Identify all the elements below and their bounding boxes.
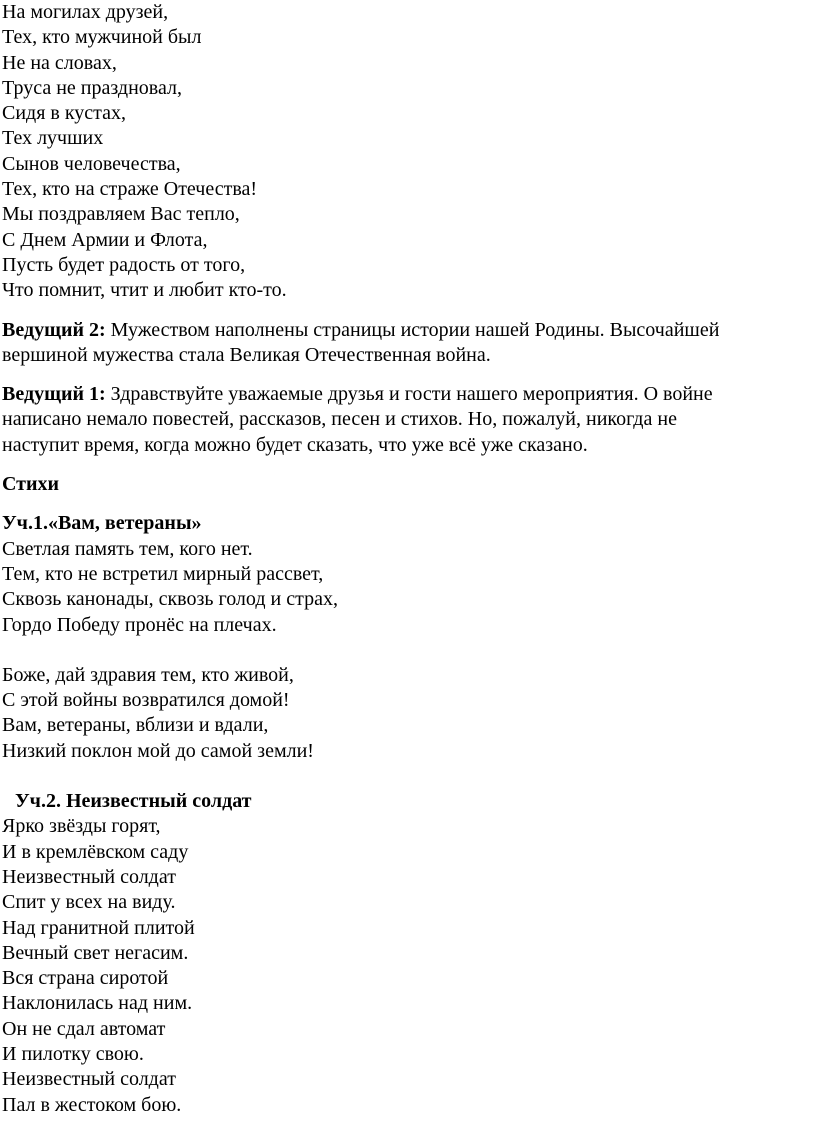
poem-title: Уч.2. Неизвестный солдат [15, 790, 252, 813]
spacer [2, 458, 816, 472]
speech-text: Здравствуйте уважаемые друзья и гости нашего мероприятия. О войне [105, 383, 713, 406]
poem-line: Он не сдал автомат [2, 1017, 166, 1040]
poem-line: Над гранитной плитой [2, 916, 195, 939]
speaker-label: Ведущий 1: [2, 383, 106, 406]
poem-line: С Днем Армии и Флота, [2, 228, 208, 251]
paragraph-line [2, 318, 802, 343]
spacer [2, 368, 816, 382]
poem-line: Неизвестный солдат [2, 1068, 176, 1091]
spacer [2, 764, 816, 789]
paragraph-line: написано немало повестей, рассказов, песен и стихов. Но, пожалуй, никогда не [2, 408, 677, 431]
section-heading: Стихи [2, 473, 60, 496]
speaker-label: Ведущий 2: [2, 318, 106, 341]
spacer [2, 497, 816, 511]
paragraph-line: наступит время, когда можно будет сказать, что уже всё уже сказано. [2, 433, 588, 456]
poem-line: Сынов человечества, [2, 152, 181, 175]
poem-line: Труса не праздновал, [2, 76, 182, 99]
host1-paragraph [2, 382, 802, 458]
poem-line: Тем, кто не встретил мирный рассвет, [2, 562, 324, 585]
poem-line: Неизвестный солдат [2, 865, 176, 888]
poem-line: Светлая память тем, кого нет. [2, 537, 253, 560]
poem-title: Уч.1.«Вам, ветераны» [2, 512, 202, 535]
poem-line: Тех, кто на страже Отечества! [2, 178, 258, 201]
poem-line: Боже, дай здравия тем, кто живой, [2, 663, 294, 686]
poem2 [2, 789, 816, 1118]
poem-line: Не на словах, [2, 51, 117, 74]
poem-line: Низкий поклон мой до самой земли! [2, 739, 314, 762]
poem-line: Спит у всех на виду. [2, 891, 176, 914]
poem-line: Что помнит, чтит и любит кто-то. [2, 279, 287, 302]
poem-line: Мы поздравляем Вас тепло, [2, 203, 240, 226]
stanza-break [2, 638, 816, 663]
poem-line: Пусть будет радость от того, [2, 253, 246, 276]
poem-line: Сквозь канонады, сквозь голод и страх, [2, 588, 338, 611]
poem-line: И в кремлёвском саду [2, 840, 189, 863]
poem-line: Ярко звёзды горят, [2, 815, 161, 838]
poem-line: И пилотку свою. [2, 1042, 144, 1065]
poem-line: Сидя в кустах, [2, 102, 127, 125]
spacer [2, 304, 816, 318]
poem-line: Вечный свет негасим. [2, 941, 189, 964]
speech-text: Мужеством наполнены страницы истории нашей Родины. Высочайшей [105, 318, 720, 341]
intro-poem [2, 0, 816, 304]
poem-line: Вся страна сиротой [2, 967, 169, 990]
poem-line: Тех лучших [2, 127, 104, 150]
poem-line: Тех, кто мужчиной был [2, 26, 202, 49]
poem-line: На могилах друзей, [2, 1, 169, 23]
paragraph-line: вершиной мужества стала Великая Отечественная война. [2, 343, 491, 366]
poem-line: С этой войны возвратился домой! [2, 689, 290, 712]
poem1 [2, 511, 816, 764]
poem-line: Гордо Победу пронёс на плечах. [2, 613, 277, 636]
poem-line: Пал в жестоком бою. [2, 1093, 182, 1116]
poem-line: Вам, ветераны, вблизи и вдали, [2, 714, 269, 737]
paragraph-line [2, 382, 802, 407]
host2-paragraph [2, 318, 802, 369]
poem-line: Наклонилась над ним. [2, 992, 193, 1015]
